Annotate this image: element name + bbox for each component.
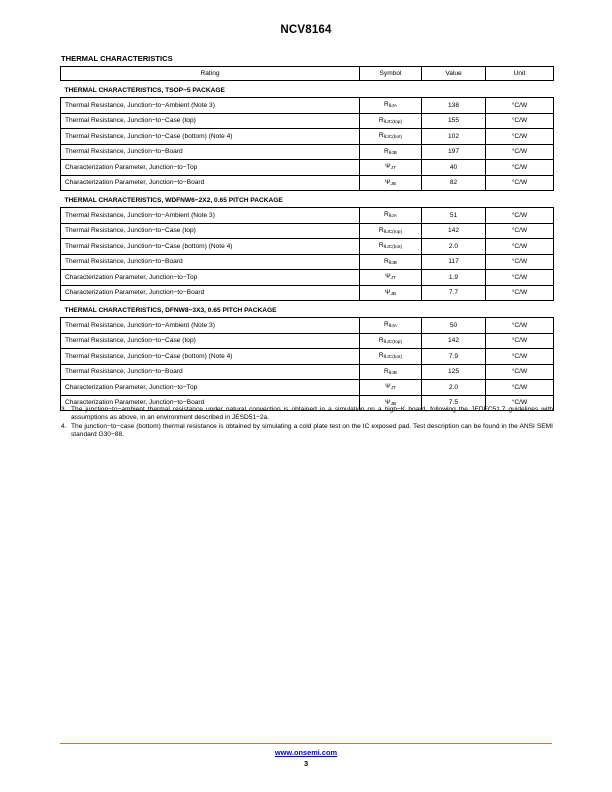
symbol-subscript: θJC(bot) (383, 355, 403, 361)
package-group-title: THERMAL CHARACTERISTICS, TSOP−5 PACKAGE (64, 86, 225, 94)
symbol-subscript: θJB (388, 150, 398, 156)
value-cell: 1.9 (422, 270, 486, 286)
value-cell: 138 (422, 98, 486, 114)
footnote (61, 406, 553, 423)
footnotes (61, 406, 553, 439)
symbol-subscript: θJC(bot) (383, 135, 403, 141)
value-cell: 155 (422, 113, 486, 129)
symbol-subscript: JB (390, 181, 397, 187)
unit-cell: °C/W (486, 349, 554, 365)
package-group-row (61, 303, 554, 318)
table-row (61, 160, 554, 176)
rating-cell: Thermal Resistance, Junction−to−Board (61, 254, 360, 270)
footnote-text: The junction−to−case (bottom) thermal resistance is obtained by simulating a cold plate test on the IC exposed pad. Test description can be found in the ANSI SEMI standard G30−88. (71, 422, 553, 438)
table-row (61, 239, 554, 255)
rating-cell: Thermal Resistance, Junction−to−Case (bottom) (Note 4) (61, 349, 360, 365)
document-title: NCV8164 (280, 24, 332, 36)
value-cell: 7.5 (422, 395, 486, 411)
symbol-main: R (383, 367, 389, 375)
symbol-main: R (378, 132, 384, 140)
symbol-subscript: JB (390, 291, 397, 297)
table-row (61, 175, 554, 191)
symbol-cell (360, 160, 422, 176)
table-row (61, 349, 554, 365)
symbol-cell (360, 318, 422, 334)
table-row (61, 113, 554, 129)
symbol-subscript: θJA (388, 324, 398, 330)
symbol-cell (360, 270, 422, 286)
symbol-subscript: θJC(top) (383, 229, 403, 235)
column-header-symbol: Symbol (360, 67, 422, 81)
unit-cell: °C/W (486, 129, 554, 145)
rating-cell: Thermal Resistance, Junction−to−Case (bottom) (Note 4) (61, 239, 360, 255)
symbol-cell (360, 349, 422, 365)
unit-cell: °C/W (486, 270, 554, 286)
symbol-subscript: θJA (388, 214, 398, 220)
symbol-main: R (378, 352, 384, 360)
table-row (61, 380, 554, 396)
symbol-main: R (383, 321, 389, 329)
footer-divider (60, 743, 552, 744)
unit-cell: °C/W (486, 98, 554, 114)
value-cell: 142 (422, 333, 486, 349)
symbol-cell (360, 144, 422, 160)
table-row (61, 98, 554, 114)
rating-cell: Thermal Resistance, Junction−to−Case (top) (61, 223, 360, 239)
value-cell: 51 (422, 208, 486, 224)
symbol-main: Ψ (385, 273, 391, 281)
table-row (61, 254, 554, 270)
rating-cell: Thermal Resistance, Junction−to−Case (top) (61, 113, 360, 129)
footnote-number: 3. (61, 406, 67, 413)
symbol-cell (360, 175, 422, 191)
page-number: 3 (303, 759, 309, 768)
unit-cell: °C/W (486, 364, 554, 380)
value-cell: 117 (422, 254, 486, 270)
section-title: THERMAL CHARACTERISTICS (61, 54, 173, 63)
symbol-cell (360, 208, 422, 224)
symbol-subscript: θJC(top) (383, 339, 403, 345)
table-row (61, 318, 554, 334)
unit-cell: °C/W (486, 254, 554, 270)
value-cell: 2.0 (422, 380, 486, 396)
column-header-rating: Rating (61, 67, 360, 81)
symbol-main: Ψ (385, 383, 391, 391)
table-row (61, 285, 554, 301)
unit-cell: °C/W (486, 239, 554, 255)
package-group-title: THERMAL CHARACTERISTICS, WDFNW6−2X2, 0.65 PITCH PACKAGE (64, 196, 283, 204)
symbol-cell (360, 113, 422, 129)
value-cell: 197 (422, 144, 486, 160)
value-cell: 82 (422, 175, 486, 191)
symbol-subscript: θJB (388, 260, 398, 266)
symbol-cell (360, 285, 422, 301)
value-cell: 7.9 (422, 349, 486, 365)
symbol-subscript: JT (390, 166, 396, 172)
thermal-table (60, 66, 554, 411)
table-row (61, 129, 554, 145)
rating-cell: Characterization Parameter, Junction−to−Board (61, 395, 360, 411)
symbol-cell (360, 129, 422, 145)
rating-cell: Thermal Resistance, Junction−to−Ambient (Note 3) (61, 208, 360, 224)
website-link[interactable]: www.onsemi.com (274, 748, 338, 757)
column-header-unit: Unit (486, 67, 554, 81)
rating-cell: Characterization Parameter, Junction−to−Board (61, 175, 360, 191)
unit-cell: °C/W (486, 395, 554, 411)
symbol-subscript: θJA (388, 104, 398, 110)
rating-cell: Thermal Resistance, Junction−to−Case (bottom) (Note 4) (61, 129, 360, 145)
rating-cell: Characterization Parameter, Junction−to−Top (61, 270, 360, 286)
symbol-cell (360, 364, 422, 380)
footnote-text: The junction−to−ambient thermal resistance under natural convection is obtained in a simulation on a high−K board, following the JEDEC51.7 guidelines with assumptions as above, in an environment described in JESD51−2a. (71, 406, 553, 422)
symbol-main: Ψ (385, 163, 391, 171)
symbol-cell (360, 98, 422, 114)
symbol-cell (360, 254, 422, 270)
symbol-main: R (378, 242, 384, 250)
unit-cell: °C/W (486, 160, 554, 176)
package-group-title: THERMAL CHARACTERISTICS, DFNW8−3X3, 0.65 PITCH PACKAGE (64, 306, 277, 314)
unit-cell: °C/W (486, 380, 554, 396)
symbol-subscript: JB (390, 401, 397, 407)
unit-cell: °C/W (486, 333, 554, 349)
unit-cell: °C/W (486, 318, 554, 334)
footnote (61, 423, 553, 440)
symbol-main: R (378, 116, 384, 124)
symbol-main: R (378, 336, 384, 344)
column-header-value: Value (422, 67, 486, 81)
package-group-row (61, 83, 554, 98)
symbol-main: R (383, 101, 389, 109)
value-cell: 50 (422, 318, 486, 334)
table-header-row (61, 67, 554, 81)
value-cell: 102 (422, 129, 486, 145)
symbol-subscript: JT (390, 276, 396, 282)
rating-cell: Thermal Resistance, Junction−to−Case (top) (61, 333, 360, 349)
symbol-subscript: θJC(top) (383, 119, 403, 125)
unit-cell: °C/W (486, 223, 554, 239)
symbol-main: Ψ (384, 178, 391, 186)
rating-cell: Thermal Resistance, Junction−to−Board (61, 364, 360, 380)
unit-cell: °C/W (486, 144, 554, 160)
symbol-main: R (383, 211, 389, 219)
table-row (61, 333, 554, 349)
rating-cell: Thermal Resistance, Junction−to−Ambient (Note 3) (61, 318, 360, 334)
symbol-main: Ψ (384, 398, 391, 406)
symbol-main: Ψ (384, 288, 391, 296)
symbol-main: R (383, 257, 389, 265)
value-cell: 125 (422, 364, 486, 380)
rating-cell: Thermal Resistance, Junction−to−Ambient (Note 3) (61, 98, 360, 114)
table-row (61, 144, 554, 160)
rating-cell: Characterization Parameter, Junction−to−Board (61, 285, 360, 301)
footnote-number: 4. (61, 422, 67, 430)
symbol-cell (360, 333, 422, 349)
rating-cell: Thermal Resistance, Junction−to−Board (61, 144, 360, 160)
table-row (61, 208, 554, 224)
unit-cell: °C/W (486, 285, 554, 301)
table-row (61, 364, 554, 380)
symbol-main: R (383, 147, 389, 155)
value-cell: 2.0 (422, 239, 486, 255)
table-row (61, 270, 554, 286)
unit-cell: °C/W (486, 113, 554, 129)
symbol-cell (360, 223, 422, 239)
package-group-row (61, 193, 554, 208)
unit-cell: °C/W (486, 175, 554, 191)
unit-cell: °C/W (486, 208, 554, 224)
value-cell: 40 (422, 160, 486, 176)
value-cell: 142 (422, 223, 486, 239)
symbol-subscript: θJB (388, 370, 398, 376)
table-row (61, 223, 554, 239)
value-cell: 7.7 (422, 285, 486, 301)
symbol-cell (360, 380, 422, 396)
symbol-subscript: θJC(bot) (383, 245, 403, 251)
rating-cell: Characterization Parameter, Junction−to−Top (61, 160, 360, 176)
symbol-subscript: JT (390, 386, 396, 392)
table-body (61, 81, 554, 411)
symbol-cell (360, 239, 422, 255)
symbol-main: R (378, 226, 384, 234)
rating-cell: Characterization Parameter, Junction−to−Top (61, 380, 360, 396)
